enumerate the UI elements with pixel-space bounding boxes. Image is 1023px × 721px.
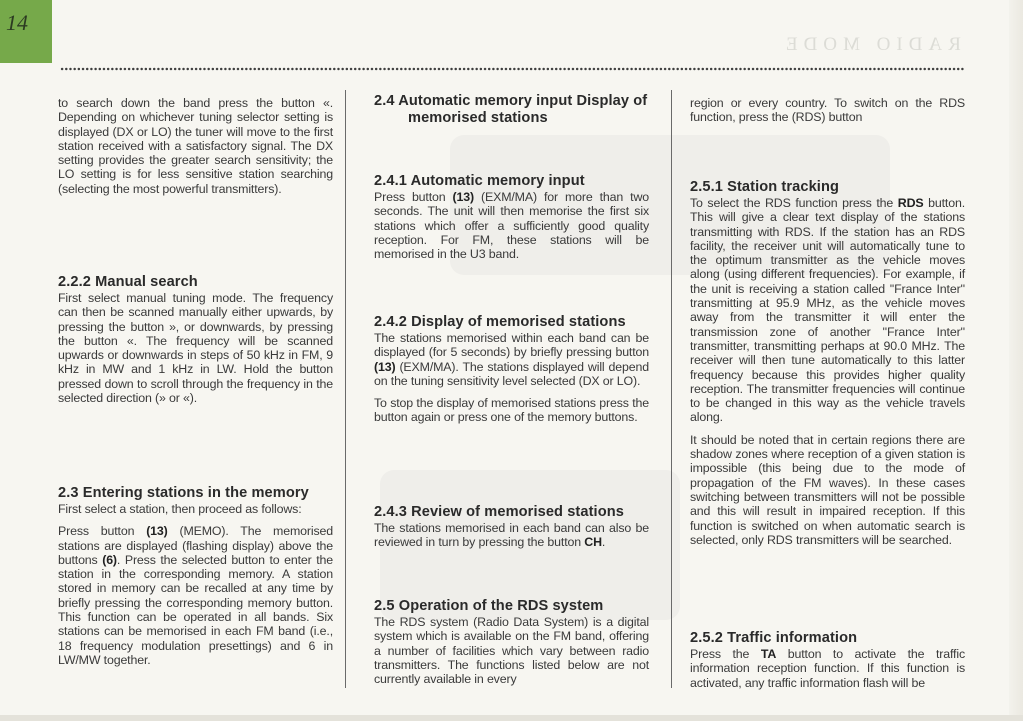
section-2-5-1 (690, 179, 965, 555)
section-body: Press button (13) (MEMO). The memorised stations are displayed (flashing display) above the buttons (6). Press the selected button to enter the station in the corresponding memory. A station stored in memory can be recalled at any time by briefly pressing the corresponding memory button. This function can be operated in all bands. Six stations can be memorised in each FM band (i.e., 18 frequency modulation presettings) and 6 in LW/MW together. (58, 524, 334, 667)
button-ref: TA (760, 647, 777, 661)
section-body: Press button (13) (EXM/MA) for more than two seconds. The unit will then memorise the first six stations which offer a sufficiently good quality reception. For FM, these stations will be memorised in the U3 band. (374, 190, 649, 262)
button-ref: CH (584, 535, 602, 550)
intro-paragraph-block (58, 96, 333, 204)
section-heading: 2.4.3 Review of memorised stations (374, 504, 624, 520)
section-2-4-1 (374, 173, 649, 269)
section-heading: 2.3 Entering stations in the memory (58, 485, 309, 501)
section-body: First select a station, then proceed as follows: (58, 502, 302, 516)
section-heading: 2.5.1 Station tracking (690, 179, 839, 195)
section-body: To stop the display of memorised stations press the button again or press one of the memory buttons. (374, 396, 649, 425)
page-number-tab (0, 0, 52, 63)
running-head: RADIO MODE (780, 34, 961, 55)
button-ref: (13) (146, 524, 168, 539)
section-heading: 2.2.2 Manual search (58, 274, 198, 290)
column-divider (345, 90, 346, 688)
button-ref: (6) (102, 552, 117, 567)
section-body: The stations memorised in each band can also be reviewed in turn by pressing the button CH. (374, 521, 649, 550)
section-heading: 2.5 Operation of the RDS system (374, 598, 604, 614)
section-2-5-2 (690, 630, 965, 698)
page-edge (1009, 0, 1023, 721)
section-2-4 (374, 93, 649, 127)
section-heading: 2.4.2 Display of memorised stations (374, 314, 626, 330)
section-body: The stations memorised within each band can be displayed (for 5 seconds) by briefly pressing button (13) (EXM/MA). The stations displayed will depend on the tuning sensitivity level selected (DX or LO). (374, 331, 649, 388)
button-ref: (13) (374, 359, 396, 374)
button-ref: (13) (452, 190, 474, 204)
intro-paragraph: to search down the band press the button «. Depending on whichever tuning selector setting is displayed (DX or LO) the tuner will move to the first station received with a satisfactory signal. The DX setting provides the greater search sensitivity; the LO setting is for less sensitive station searching (selecting the most powerful transmitters). (58, 96, 333, 196)
section-body: It should be noted that in certain regions there are shadow zones where reception of a given station is impossible (this being due to the mode of propagation of the FM waves). In these cases switching between transmitters will not be possible and this will result in impaired reception. If this function is switched on when automatic search is selected, only RDS transmitters will be searched. (690, 432, 965, 547)
section-body: First select manual tuning mode. The frequency can then be scanned manually either upwards, by pressing the button », or downwards, by pressing the button «. The frequency will be scanned upwards or downwards in steps of 50 kHz in FM, 9 kHz in MW and 1 kHz in LW. Hold the button pressed down to scroll through the frequency in the selected direction (» or «). (58, 291, 333, 406)
section-2-2-2 (58, 274, 333, 413)
section-2-4-3 (374, 504, 649, 558)
section-heading: 2.4.1 Automatic memory input (374, 173, 585, 189)
section-body: To select the RDS function press the RDS button. This will give a clear text display of the stations transmitting with RDS. If the station has an RDS facility, the receiver unit will automatically tune to the optimum transmitter as the vehicle moves along (using different frequencies). For example, if the unit is receiving a station called ''France Inter'' transmitting at 95.9 MHz, as the vehicle moves away from the transmitter it will enter the transmission zone of another ''France Inter'' transmitter, transmitting perhaps at 90.0 MHz. The receiver will then tune automatically to this latter frequency because this provides higher quality reception. The transmitter frequencies will continue to be changed in this way as the vehicle travels along. (690, 196, 966, 425)
section-body: Press the TA button to activate the traffic information reception function. If this function is activated, any traffic information flash will be (690, 647, 965, 690)
section-2-5 (374, 598, 649, 694)
section-2-3 (58, 485, 333, 675)
column-divider (671, 90, 672, 688)
page-number: 14 (6, 10, 28, 35)
dotted-rule (60, 66, 965, 72)
section-heading: 2.5.2 Traffic information (690, 630, 858, 646)
intro-paragraph: region or every country. To switch on the RDS function, press the (RDS) button (690, 96, 965, 125)
section-2-4-2 (374, 314, 649, 433)
section-body: The RDS system (Radio Data System) is a digital system which is available on the FM band, offering a number of facilities which vary between radio transmitters. The functions listed below are not currently available in every (374, 615, 649, 687)
section-heading: 2.4 Automatic memory input Display of memorised stations (374, 93, 648, 126)
button-ref: RDS (897, 196, 924, 210)
page-bottom-edge (0, 715, 1023, 721)
intro-paragraph-block (690, 96, 965, 133)
